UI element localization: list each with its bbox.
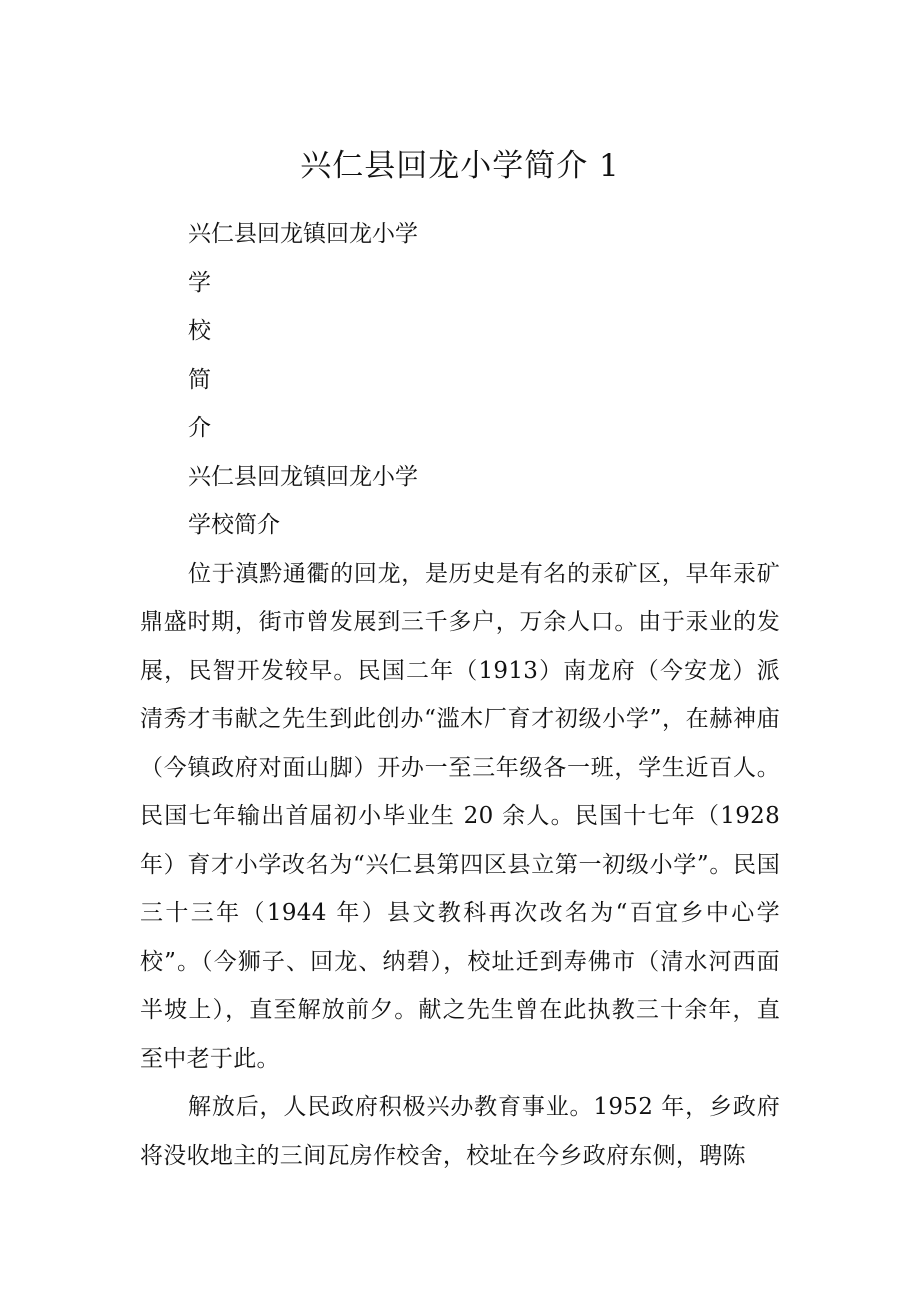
heading-lines (140, 210, 780, 550)
body-paragraph: 位于滇黔通衢的回龙，是历史是有名的汞矿区，早年汞矿鼎盛时期，街市曾发展到三千多户，万余人口。由于汞业的发展，民智开发较早。民国二年（1913）南龙府（今安龙）派清秀才韦献之先生到此创办“滥木厂育才初级小学”，在赫神庙（今镇政府对面山脚）开办一至三年级各一班，学生近百人。民国七年输出首届初小毕业生 20 余人。民国十七年（1928 年）育才小学改名为“兴仁县第四区县立第一初级小学”。民国三十三年（1944 年）县文教科再次改名为“百宜乡中心学校”。（今狮子、回龙、纳碧），校址迁到寿佛市（清水河西面半坡上），直至解放前夕。献之先生曾在此执教三十余年，直至中老于此。 (140, 560, 780, 1072)
heading-char-line: 简 (188, 366, 211, 393)
heading-char-line: 校 (188, 318, 211, 344)
document-title: 兴仁县回龙小学简介 1 (300, 148, 620, 184)
school-name-line: 兴仁县回龙镇回龙小学 (188, 463, 418, 490)
heading-char-line: 学 (188, 269, 211, 296)
heading-char-line: 介 (188, 415, 211, 441)
body-paragraph: 解放后，人民政府积极兴办教育事业。1952 年，乡政府将没收地主的三间瓦房作校舍，校址在今乡政府东侧，聘陈 (140, 1094, 780, 1169)
section-heading: 学校简介 (188, 512, 280, 538)
school-name-line: 兴仁县回龙镇回龙小学 (188, 221, 418, 247)
